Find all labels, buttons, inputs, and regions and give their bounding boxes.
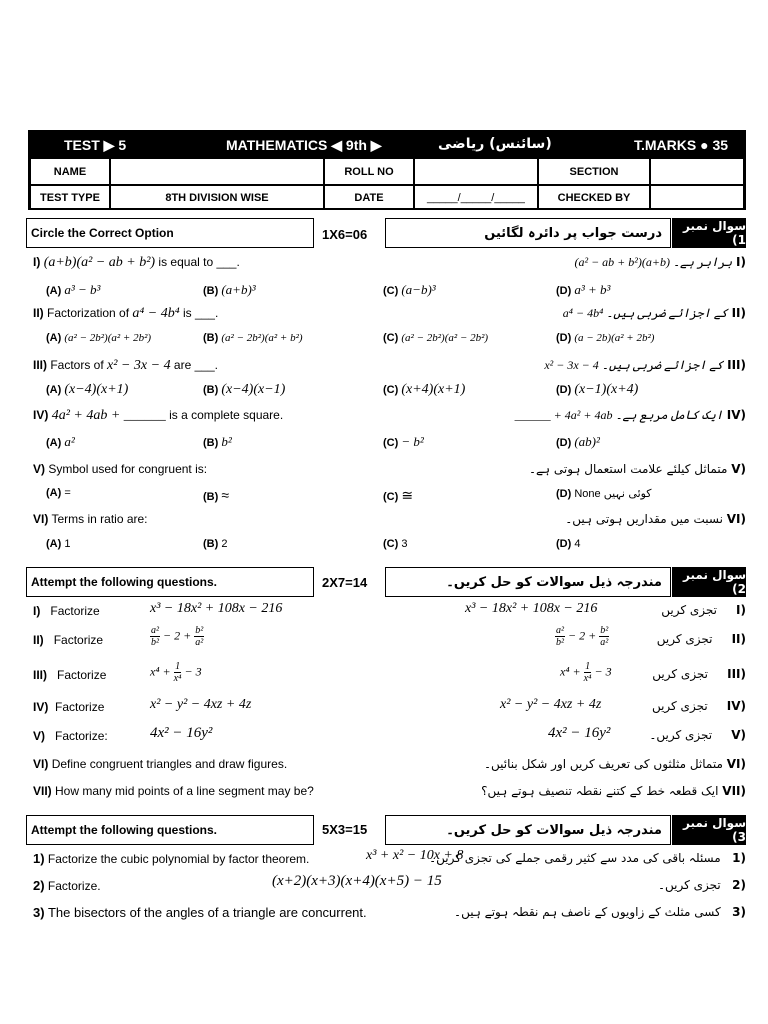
- section3-urdu-title: مندرجہ ذیل سوالات کو حل کریں۔: [385, 815, 671, 845]
- name-label: NAME: [30, 158, 110, 185]
- mcq-5-option-a[interactable]: (A) =: [46, 487, 71, 499]
- section2-marks: 2X7=14: [322, 575, 368, 590]
- total-marks: T.MARKS ● 35: [634, 137, 729, 153]
- mcq-4-urdu: (IV ایک کامل مربع ہے۔ 4a² + 4ab + ______: [514, 408, 746, 422]
- s3-question-2-urdu: (2 تجزی کریں۔: [657, 878, 746, 892]
- mcq-1: I) (a+b)(a² − ab + b²) is equal to ___.: [33, 255, 240, 270]
- mcq-1-option-d[interactable]: (D) a³ + b³: [556, 282, 611, 297]
- s3-question-1-urdu: (1 مسئلہ باقی کی مدد سے کثیر رقمی جملے کی تجزی کریں۔: [429, 851, 746, 865]
- mcq-5: V) Symbol used for congruent is:: [33, 462, 208, 476]
- test-type-value: 8TH DIVISION WISE: [110, 185, 324, 210]
- section1-tag: سوال نمبر 1): [672, 218, 746, 248]
- mcq-6-option-b[interactable]: (B) 2: [203, 538, 228, 550]
- s2-question-5-expr-urdu: 4x² − 16y²: [548, 725, 611, 741]
- mcq-1-option-a[interactable]: (A) a³ − b³: [46, 282, 101, 297]
- s2-question-7: VII) How many mid points of a line segment may be?: [33, 784, 314, 798]
- s2-question-5-urdu: (V تجزی کریں۔: [649, 728, 746, 742]
- mcq-4-option-d[interactable]: (D) (ab)²: [556, 434, 600, 449]
- s2-question-4-urdu: (IV تجزی کریں: [651, 699, 746, 713]
- mcq-3-option-b[interactable]: (B) (x−4)(x−1): [203, 382, 286, 397]
- s2-question-5: V) Factorize:: [33, 729, 108, 743]
- roll-field[interactable]: [414, 158, 538, 185]
- section1-urdu-title: درست جواب پر دائرہ لگائیں: [385, 218, 671, 248]
- s2-question-7-urdu: (VII ایک قطعہ خط کے کتنے نقطہ تنصیف ہوتے ہیں؟: [481, 784, 746, 798]
- s2-question-1: I) Factorize: [33, 604, 100, 618]
- section-label: SECTION: [538, 158, 650, 185]
- s3-question-2: 2) Factorize.: [33, 878, 101, 893]
- mcq-2-option-c[interactable]: (C) (a² − 2b²)(a² − 2b²): [383, 332, 489, 344]
- s2-question-2-urdu: (II تجزی کریں: [656, 632, 746, 646]
- s2-question-4: IV) Factorize: [33, 700, 105, 714]
- s2-question-3-urdu: (III تجزی کریں: [652, 667, 746, 681]
- s2-question-4-expr-urdu: x² − y² − 4xz + 4z: [500, 697, 602, 712]
- test-type-label: TEST TYPE: [30, 185, 110, 210]
- s3-question-2-expr: (x+2)(x+3)(x+4)(x+5) − 15: [272, 873, 442, 889]
- mcq-6-option-c[interactable]: (C) 3: [383, 538, 408, 550]
- mcq-3: III) Factors of x² − 3x − 4 are ___.: [33, 358, 218, 373]
- section-field[interactable]: [650, 158, 744, 185]
- s2-question-2: II) Factorize: [33, 633, 104, 647]
- mcq-5-option-b[interactable]: (B) ≈: [203, 487, 230, 503]
- section1-title: Circle the Correct Option: [26, 218, 314, 248]
- s2-question-2-expr: $\frac{\text{a²}}{\text{b²}}$ − 2 + $\frac{\text{b²}}{\text{a²}}$: [151, 625, 204, 648]
- mcq-4-option-b[interactable]: (B) b²: [203, 434, 232, 449]
- mcq-2: II) Factorization of a⁴ − 4b⁴ is ___.: [33, 306, 219, 321]
- subject-title: MATHEMATICS ◀ 9th ▶: [226, 137, 382, 153]
- mcq-2-option-b[interactable]: (B) (a² − 2b²)(a² + b²): [203, 332, 303, 344]
- name-field[interactable]: [110, 158, 324, 185]
- checked-by-field[interactable]: [650, 185, 744, 210]
- s2-question-3-expr-urdu: x⁴ + $\frac{1}{\text{x⁴}}$ − 3: [560, 661, 612, 684]
- s3-question-1-expr: x³ + x² − 10x + 8: [366, 848, 464, 863]
- s2-question-1-expr-urdu: x³ − 18x² + 108x − 216: [465, 601, 598, 616]
- s2-question-3: III) Factorize: [33, 668, 107, 682]
- mcq-4-option-c[interactable]: (C) − b²: [383, 434, 424, 449]
- urdu-subject: (سائنس) ریاضی: [438, 136, 552, 152]
- mcq-1-option-b[interactable]: (B) (a+b)³: [203, 282, 256, 297]
- section1-marks: 1X6=06: [322, 227, 368, 242]
- s2-question-6: VI) Define congruent triangles and draw figures.: [33, 757, 288, 771]
- section3-title: Attempt the following questions.: [26, 815, 314, 845]
- mcq-5-urdu: (V متماثل کیلئے علامت استعمال ہوتی ہے۔: [528, 462, 746, 476]
- date-label: DATE: [324, 185, 414, 210]
- section2-tag: سوال نمبر 2): [672, 567, 746, 597]
- s3-question-1: 1) Factorize the cubic polynomial by factor theorem.: [33, 851, 310, 866]
- mcq-5-option-c[interactable]: (C) ≅: [383, 487, 414, 503]
- s2-question-1-expr: x³ − 18x² + 108x − 216: [150, 601, 283, 616]
- mcq-3-option-d[interactable]: (D) (x−1)(x+4): [556, 382, 639, 397]
- checked-by-label: CHECKED BY: [538, 185, 650, 210]
- mcq-6-urdu: (VI نسبت میں مقداریں ہوتی ہیں۔: [565, 512, 746, 526]
- mcq-6-option-d[interactable]: (D) 4: [556, 538, 581, 550]
- s2-question-2-expr-urdu: $\frac{\text{a²}}{\text{b²}}$ − 2 + $\frac{\text{b²}}{\text{a²}}$: [556, 625, 609, 648]
- mcq-2-option-a[interactable]: (A) (a² − 2b²)(a² + 2b²): [46, 332, 152, 344]
- section2-urdu-title: مندرجہ ذیل سوالات کو حل کریں۔: [385, 567, 671, 597]
- mcq-5-option-d[interactable]: (D) None کوئی نہیں: [556, 487, 652, 500]
- mcq-6: VI) Terms in ratio are:: [33, 512, 148, 526]
- mcq-3-option-c[interactable]: (C) (x+4)(x+1): [383, 382, 466, 397]
- mcq-3-option-a[interactable]: (A) (x−4)(x+1): [46, 382, 129, 397]
- section2-title: Attempt the following questions.: [26, 567, 314, 597]
- s2-question-3-expr: x⁴ + $\frac{1}{\text{x⁴}}$ − 3: [150, 661, 202, 684]
- mcq-2-option-d[interactable]: (D) (a − 2b)(a² + 2b²): [556, 332, 655, 344]
- date-field[interactable]: _____/_____/_____: [414, 185, 538, 210]
- s2-question-6-urdu: (VI متماثل مثلثوں کی تعریف کریں اور شکل بنائیں۔: [484, 757, 746, 771]
- s3-question-3: 3) The bisectors of the angles of a triangle are concurrent.: [33, 905, 367, 920]
- section3-marks: 5X3=15: [322, 822, 368, 837]
- mcq-1-urdu: (I برابر ہے۔ (a+b)(a² − ab + b²): [574, 255, 746, 269]
- s2-question-4-expr: x² − y² − 4xz + 4z: [150, 697, 252, 712]
- section3-tag: سوال نمبر 3): [672, 815, 746, 845]
- s3-question-3-urdu: (3 کسی مثلث کے زاویوں کے ناصف ہم نقطہ ہوتے ہیں۔: [454, 905, 746, 919]
- roll-label: ROLL NO: [324, 158, 414, 185]
- mcq-6-option-a[interactable]: (A) 1: [46, 538, 71, 550]
- test-number: TEST ▶ 5: [64, 137, 127, 153]
- mcq-2-urdu: (II کے اجزائے ضربی ہیں۔ a⁴ − 4b⁴: [562, 306, 746, 320]
- mcq-4-option-a[interactable]: (A) a²: [46, 434, 75, 449]
- mcq-1-option-c[interactable]: (C) (a−b)³: [383, 282, 436, 297]
- mcq-3-urdu: (III کے اجزائے ضربی ہیں۔ x² − 3x − 4: [544, 358, 746, 372]
- header-bar: [30, 132, 744, 158]
- mcq-4: IV) 4a² + 4ab + ______ is a complete square.: [33, 408, 284, 423]
- s2-question-5-expr: 4x² − 16y²: [150, 725, 213, 741]
- s2-question-1-urdu: (I تجزی کریں: [661, 603, 746, 617]
